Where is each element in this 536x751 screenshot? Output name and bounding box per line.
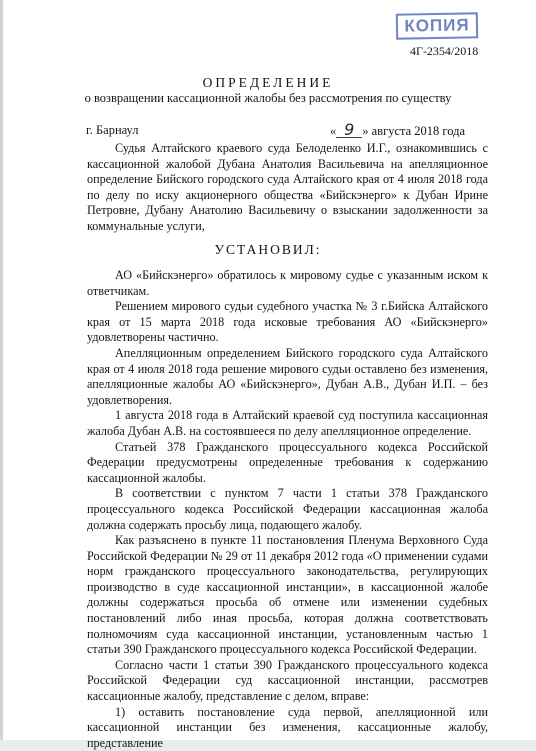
date-rest: » августа 2018 года [362, 124, 466, 138]
document-date [330, 120, 466, 139]
paragraph: В соответствии с пунктом 7 части 1 статьи 378 Гражданского процессуального кодекса Российской Федерации кассационная жалоба должна содержать просьбу лица, подающего жалобу. [87, 486, 488, 532]
paragraph: 1) оставить постановление суда первой, апелляционной или кассационной инстанции без изменения, кассационные жалобу, представление [87, 704, 488, 750]
paragraph: АО «Бийскэнерго» обратилось к мировому судье с указанным иском к ответчикам. [87, 268, 488, 298]
document-subtitle: о возвращении кассационной жалобы без рассмотрения по существу [84, 91, 452, 105]
paragraph: Статьей 378 Гражданского процессуального кодекса Российской Федерации предусмотрены определенные требования к содержанию кассационной жалобы. [87, 439, 488, 485]
document-title: ОПРЕДЕЛЕНИЕ [202, 75, 334, 90]
paragraph: Согласно части 1 статьи 390 Гражданского процессуального кодекса Российской Федерации суд кассационной инстанции, рассмотрев кассационные жалобу, представление с делом, вправе: [87, 657, 488, 704]
paragraph: Решением мирового судьи судебного участка № 3 г.Бийска Алтайского края от 15 марта 2018 года исковые требования АО «Бийскэнерго» удовлетворены частично. [87, 299, 488, 345]
city: г. Барнаул [86, 123, 139, 137]
scan-edge [0, 0, 3, 740]
main-body [87, 268, 488, 751]
date-day-handwritten: 9 [336, 123, 362, 138]
paragraph: 1 августа 2018 года в Алтайский краевой суд поступила кассационная жалоба Дубан А.В. на состоявшееся по делу апелляционное определение. [87, 408, 488, 438]
section-heading: УСТАНОВИЛ: [214, 242, 322, 257]
intro-paragraph: Судья Алтайского краевого суда Белоделенко И.Г., ознакомившись с кассационной жалобой Дубана Анатолия Васильевича на апелляционное определение Бийского городского суда Алтайского края от 4 июля 2018 года по делу по иску акционерного общества «Бийскэнерго» к Дубан Ирине Петровне, Дубану Анатолию Васильевичу о взыскании задолженности за коммунальные услуги, [87, 141, 488, 233]
copy-stamp: КОПИЯ [396, 12, 478, 39]
intro-block [87, 141, 488, 235]
case-number: 4Г-2354/2018 [410, 44, 479, 58]
date-open-quote: « [330, 124, 337, 138]
paragraph: Апелляционным определением Бийского городского суда Алтайского края от 4 июля 2018 года решение мирового судьи оставлено без изменения, апелляционные жалобы АО «Бийскэнерго», Дубан А.В., Дубан И.П. – без удовлетворения. [87, 345, 488, 407]
paragraph: Как разъяснено в пункте 11 постановления Пленума Верховного Суда Российской Федерации № 29 от 11 декабря 2012 года «О применении судами норм гражданского процессуального законодательства, регулирующих производство в суде кассационной инстанции», в кассационной жалобе должны содержаться просьба об отмене или изменении судебных постановлений либо иная просьба, которая должна соответствовать полномочиям суда кассационной инстанции, установленным частью 1 статьи 390 Гражданского процессуального кодекса Российской Федерации. [87, 533, 488, 657]
